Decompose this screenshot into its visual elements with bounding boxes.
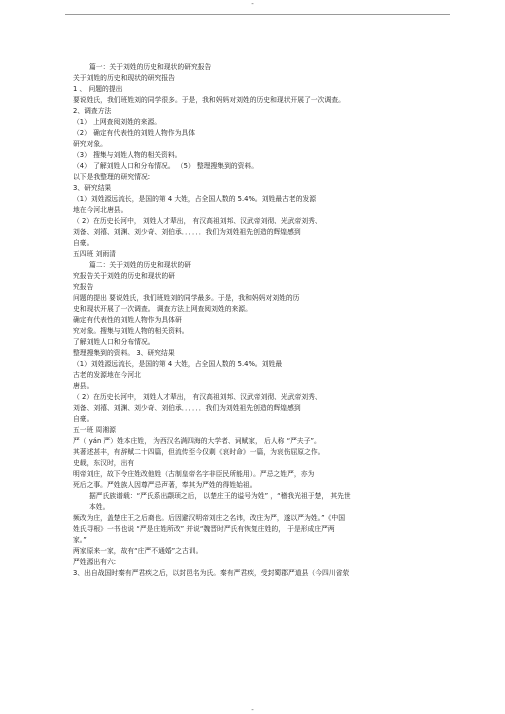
text-line: 其著述甚丰，有辞赋二十四篇，但流传至今仅剩《哀时命》一篇，为哀伤屈原之作。	[73, 448, 325, 456]
text-line: 地在今河北唐县。	[73, 206, 128, 214]
text-line: 篇一：关于刘姓的历史和现状的研究报告	[89, 63, 212, 71]
text-line: 死后之事。严姓族人因尊严忌声著，奉其为严姓的得姓始祖。	[73, 481, 257, 489]
text-line: 3、出自战国时秦有严君疾之后，以封邑名为氏。秦有严君疾，受封蜀郡严道县（今四川省荥	[73, 569, 350, 577]
text-line: （4） 了解刘姓人口和分布情况。 （5） 整理搜集到的资料。	[73, 162, 259, 170]
text-line: 两家原来一家，故有“庄严不通婚”之古训。	[73, 547, 203, 555]
text-line: 五四班 刘雨清	[73, 250, 116, 258]
text-line: 频改为庄，盖楚庄王之后裔也。后因避汉明帝刘庄之名讳，改庄为严，遂以严为姓。”《中国	[73, 514, 345, 522]
text-line: 五一班 周湘源	[73, 426, 116, 434]
text-line: 要说姓氏，我们班姓刘的同学很多。于是，我和妈妈对刘姓的历史和现状开展了一次调查。	[73, 96, 345, 104]
text-line: （3） 搜集与刘姓人物的相关资料。	[73, 151, 182, 159]
text-line: （ 2）在历史长河中， 刘姓人才辈出， 有汉高祖刘邦、汉武帝刘彻、光武帝刘秀、	[73, 393, 322, 401]
page-footer-mark: -	[251, 706, 254, 714]
text-line: 究报告	[73, 283, 94, 291]
text-line: 整理搜集到的资料。 3、研究结果	[73, 349, 175, 357]
document-body	[73, 62, 468, 579]
text-line: 史载，东汉时，出有	[73, 459, 135, 467]
text-line: （1） 上网查阅刘姓的来源。	[73, 118, 162, 126]
text-line: 篇二：关于刘姓的历史和现状的研	[89, 261, 191, 269]
text-line: 严姓源出有六:	[73, 558, 117, 566]
text-line: 自豪。	[73, 415, 94, 423]
text-line: 姓氏寻根》一书也说 “严是庄姓所改” 并说“魏晋时严氏有恢复庄姓的， 于是形成庄严两	[73, 525, 335, 533]
text-line: 1 、 问题的提出	[73, 85, 123, 93]
text-line: （1）刘姓源远流长，是国的第 4 大姓，占全国人数的 5.4%。刘姓最	[73, 360, 283, 368]
text-line: 自豪。	[73, 239, 94, 247]
text-line: 研究对象。	[73, 140, 107, 148]
text-line: 刘备、刘禧、刘渊、刘少奇、刘伯承．．．．．．我们为刘姓祖先创造的辉煌感到	[73, 404, 301, 412]
text-line: 以下是我整理的研究情况:	[73, 173, 151, 181]
text-line: 据严氏族谱载：“严氏系出颛顼之后， 以楚庄王的谥号为姓” ，“稽我光祖于楚， 其先世	[89, 492, 351, 500]
text-line: 3、研究结果	[73, 184, 112, 192]
text-line: 究对象。搜集与刘姓人物的相关资料。	[73, 327, 189, 335]
page-header-mark: -	[251, 0, 254, 8]
text-line: 了解刘姓人口和分布情况。	[73, 338, 155, 346]
text-line: （1）刘姓源远流长，是国的第 4 大姓，占全国人数的 5.4%。刘姓最古老的发源	[73, 195, 317, 203]
text-line: 究报告关于刘姓的历史和现状的研	[73, 272, 175, 280]
text-line: 2、调查方法	[73, 107, 112, 115]
text-line: 唐县。	[73, 382, 94, 390]
text-line: 问题的提出 要说姓氏，我们班姓刘的同学最多。于是，我和妈妈对刘姓的历	[73, 294, 300, 302]
text-line: 刘备、刘禧、刘渊、刘少奇、刘伯承．．．．．．我们为刘姓祖先创造的辉煌感到	[73, 228, 301, 236]
text-line: 家。”	[73, 536, 87, 544]
text-line: 本姓。	[89, 503, 110, 511]
text-line: （ 2）在历史长河中， 刘姓人才辈出， 有汉高祖刘邦、汉武帝刘彻、光武帝刘秀、	[73, 217, 322, 225]
header-divider	[65, 14, 450, 15]
text-line: 确定有代表性的刘姓人物作为具体研	[73, 316, 182, 324]
text-line: 关于刘姓的历史和现状的研究报告	[73, 74, 175, 82]
text-line: 古老的发源地在今河北	[73, 371, 141, 379]
text-line: 严（ yán 严）姓本庄姓， 为西汉名满四海的大学者、词赋家， 后人称 “严夫子”。	[73, 437, 321, 445]
text-line: （2） 确定有代表性的刘姓人物作为具体	[73, 129, 196, 137]
text-line: 史和现状开展了一次调查。 调查方法上网查阅刘姓的来源。	[73, 305, 252, 313]
text-line: 明帝刘庄，故下令庄姓改他姓（古制皇帝名字非臣民所能用）。严忌之姓严，亦为	[73, 470, 315, 478]
